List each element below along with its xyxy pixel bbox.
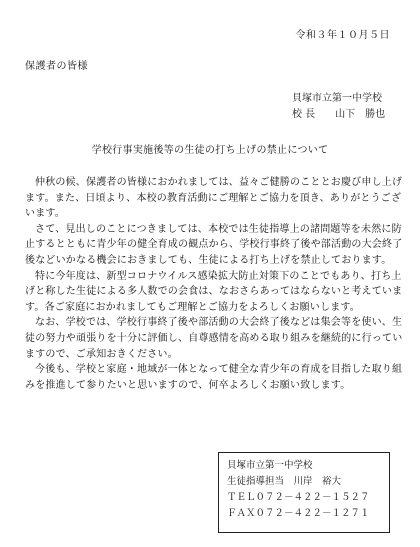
- sender-principal: [292, 107, 385, 123]
- document-title: 学校行事実施後等の生徒の打ち上げの禁止について: [91, 145, 329, 156]
- sender-school: 貝塚市立第一中学校: [292, 93, 382, 104]
- paragraph-greeting: 仲秋の候、保護者の皆様におかれましては、益々ご健勝のこととお慶び申し上げます。また、日頃より、本校の教育活動にご理解とご協力を頂き、ありがとうございます。: [25, 177, 403, 220]
- contact-person: 生徒指導担当 川岸 裕大: [227, 476, 342, 487]
- paragraph-policy: さて、見出しのことにつきましては、本校では生徒指導上の諸問題等を未然に防止するとともに青少年の健全育成の観点から、学校行事終了後や部活動の大会終了後などいかなる機会におきましても、生徒による打ち上げを禁止しております。: [25, 223, 403, 266]
- contact-box: [218, 452, 390, 533]
- sender-title: 校 長: [292, 109, 316, 120]
- letter-body: [25, 175, 403, 393]
- sender-name: 山下 勝也: [335, 109, 386, 120]
- paragraph-covid: 特に今年度は、新型コロナウイルス感染拡大防止対策下のことでもあり、打ち上げと称した生徒による多人数での会食は、なおさらあってはならないと考えています。各ご家庭におかれましてもご理解とご協力をよろしくお願いします。: [25, 270, 403, 313]
- sender-block: [292, 91, 385, 123]
- contact-tel: ＴＥＬ０７２－４２２－１５２７: [227, 492, 370, 503]
- recipient-line: 保護者の皆様: [25, 61, 88, 72]
- paragraph-school-activities: なお、学校では、学校行事終了後や部活動の大会終了後などは集会等を使い、生徒の努力や頑張りを十分に評価し、自尊感情を高める取り組みを継続的に行っていますので、ご承知おきください。: [25, 317, 403, 360]
- issue-date: 令和３年１０月５日: [295, 30, 390, 41]
- contact-fax: ＦＡＸ０７２－４２２－１２７１: [227, 508, 370, 519]
- contact-school: 貝塚市立第一中学校: [227, 460, 313, 471]
- paragraph-closing: 今後も、学校と家庭・地域が一体となって健全な青少年の育成を目指した取り組みを推進して参りたいと思いますので、何卒よろしくお願い致します。: [25, 364, 403, 391]
